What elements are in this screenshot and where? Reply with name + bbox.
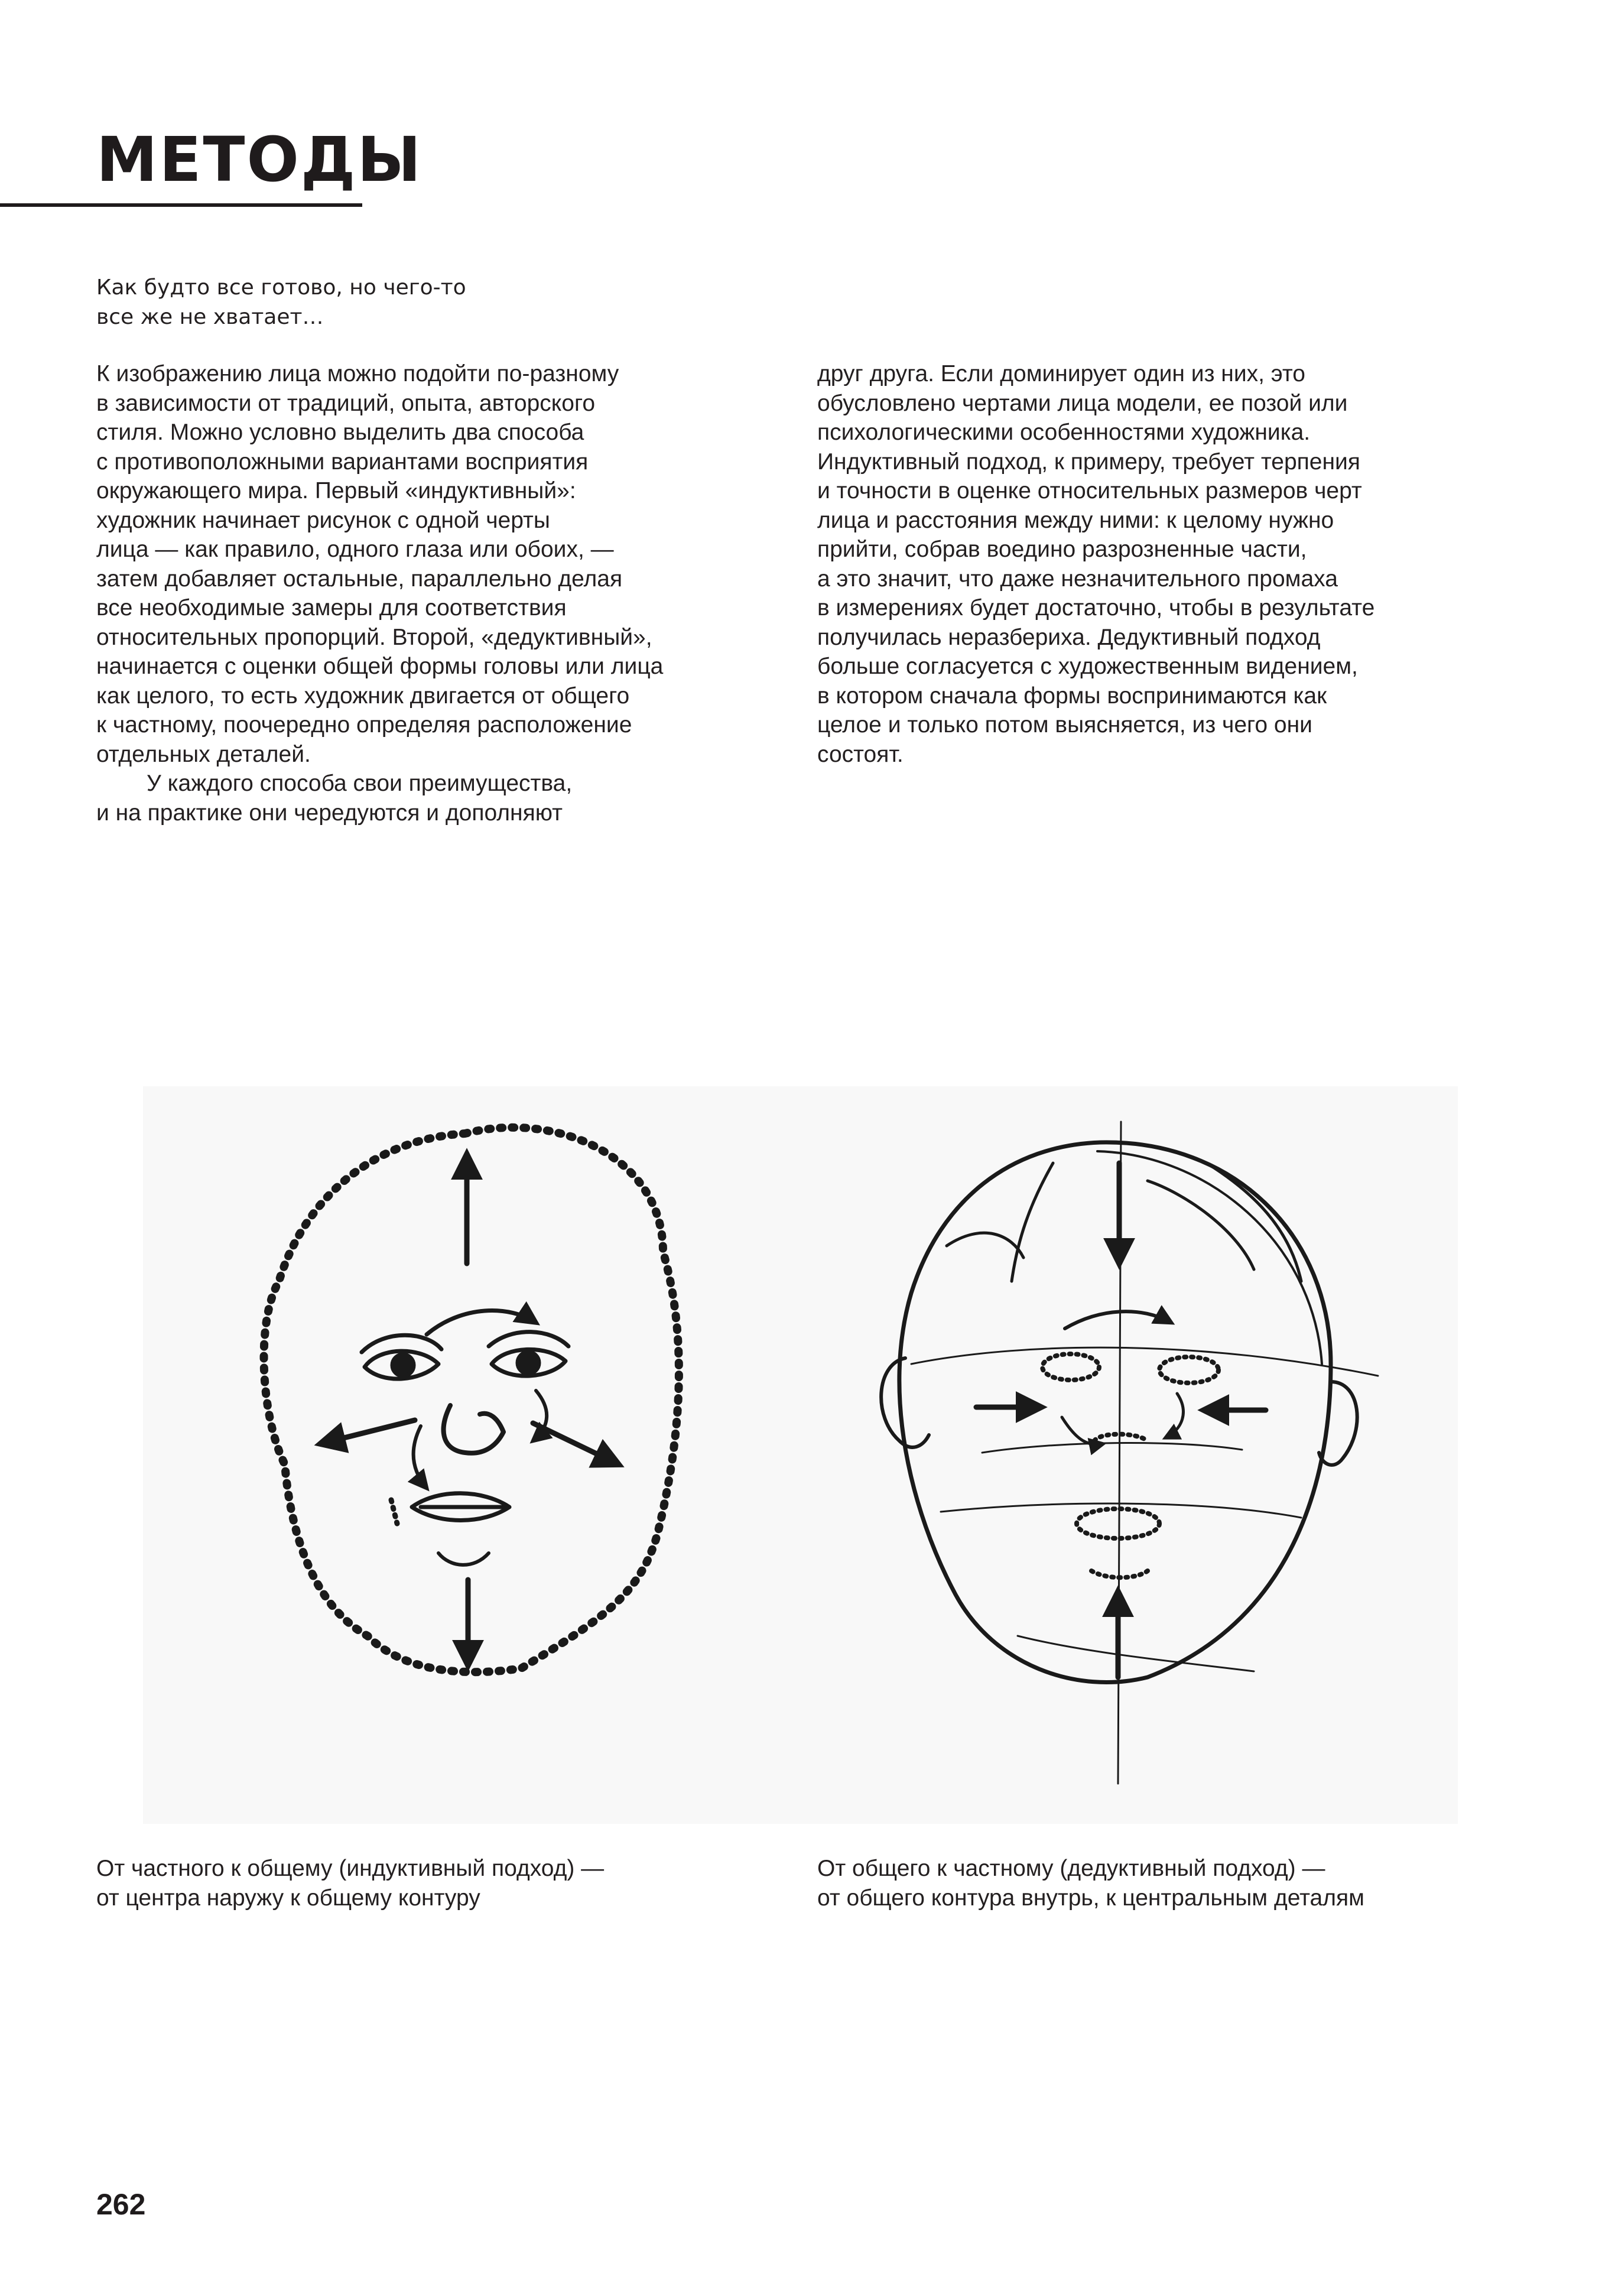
text-line: в зависимости от традиций, опыта, авторского xyxy=(96,390,596,416)
text-line: У каждого способа свои преимущества, xyxy=(147,771,573,796)
text-line: лица — как правило, одного глаза или обоих, — xyxy=(96,537,614,562)
eye-line-guide xyxy=(911,1347,1378,1376)
text-line: получилась неразбериха. Дедуктивный подход xyxy=(817,624,1321,650)
text-line: окружающего мира. Первый «индуктивный»: xyxy=(96,478,576,504)
text-line: целое и только потом выясняется, из чего они xyxy=(817,712,1312,738)
text-line: и точности в оценке относительных размеров черт xyxy=(817,478,1362,504)
inductive-face-drawing xyxy=(264,1128,679,1672)
figure-caption-deductive xyxy=(817,1854,1364,1912)
eyes xyxy=(362,1332,568,1379)
text-line: друг друга. Если доминирует один из них, это xyxy=(817,361,1305,387)
text-line: с противоположными вариантами восприятия xyxy=(96,449,589,475)
section-title: МЕТОДЫ xyxy=(96,124,423,196)
deductive-face-drawing xyxy=(881,1122,1378,1784)
chin xyxy=(438,1553,489,1565)
figure-caption-inductive xyxy=(96,1854,604,1912)
text-line: Индуктивный подход, к примеру, требует терпения xyxy=(817,449,1360,475)
lead-line: все же не хватает… xyxy=(96,305,324,329)
text-line: обусловлено чертами лица модели, ее позой или xyxy=(817,390,1348,416)
eyes-dotted xyxy=(1042,1354,1218,1383)
text-line: психологическими особенностями художника. xyxy=(817,420,1311,445)
text-line: отдельных деталей. xyxy=(96,741,311,767)
text-line: художник начинает рисунок с одной черты xyxy=(96,507,550,533)
text-line: к частному, поочередно определяя расположение xyxy=(96,712,632,738)
lead-paragraph xyxy=(96,273,466,332)
text-line: все необходимые замеры для соответствия xyxy=(96,595,567,621)
text-line: стиля. Можно условно выделить два способа xyxy=(96,420,584,445)
mouth xyxy=(391,1493,509,1524)
text-line: а это значит, что даже незначительного промаха xyxy=(817,566,1338,592)
page-number: 262 xyxy=(96,2188,146,2221)
caption-line: от общего контура внутрь, к центральным деталям xyxy=(817,1885,1364,1911)
head-contour-dotted xyxy=(264,1128,679,1672)
caption-line: От общего к частному (дедуктивный подход) — xyxy=(817,1856,1325,1881)
caption-line: от центра наружу к общему контуру xyxy=(96,1885,480,1911)
mouth-dotted xyxy=(1077,1509,1159,1538)
nose xyxy=(444,1405,503,1453)
arrow-curved-cheek-right xyxy=(1165,1394,1183,1438)
text-line: прийти, собрав воедино разрозненные части, xyxy=(817,537,1307,562)
text-line: и на практике они чередуются и дополняют xyxy=(96,800,563,826)
title-underline xyxy=(0,203,362,207)
text-line: больше согласуется с художественным видением, xyxy=(817,654,1358,679)
text-line: относительных пропорций. Второй, «дедуктивный», xyxy=(96,624,652,650)
face-drawings-illustration xyxy=(143,1086,1458,1824)
text-line: как целого, то есть художник двигается от общего xyxy=(96,683,630,709)
arrow-right xyxy=(533,1423,619,1464)
arrow-curved-cheek-right xyxy=(533,1391,547,1441)
arrow-curved-brow xyxy=(1065,1311,1171,1329)
text-line: лица и расстояния между ними: к целому нужно xyxy=(817,507,1334,533)
nose-dotted xyxy=(1094,1434,1148,1441)
text-line: К изображению лица можно подойти по-разному xyxy=(96,361,619,387)
body-column-right xyxy=(817,359,1520,769)
text-line: начинается с оценки общей формы головы или лица xyxy=(96,654,664,679)
hair-strokes xyxy=(947,1163,1301,1281)
lead-line: Как будто все готово, но чего-то xyxy=(96,275,466,300)
arrow-curved-cheek-left xyxy=(414,1426,427,1488)
text-line: состоят. xyxy=(817,741,904,767)
text-line: в котором сначала формы воспринимаются как xyxy=(817,683,1327,709)
chin-guide xyxy=(1018,1636,1254,1671)
text-line: затем добавляет остальные, параллельно делая xyxy=(96,566,623,592)
arrow-left xyxy=(320,1420,415,1444)
caption-line: От частного к общему (индуктивный подход) — xyxy=(96,1856,605,1881)
body-column-left xyxy=(96,359,800,827)
text-line: в измерениях будет достаточно, чтобы в результате xyxy=(817,595,1375,621)
